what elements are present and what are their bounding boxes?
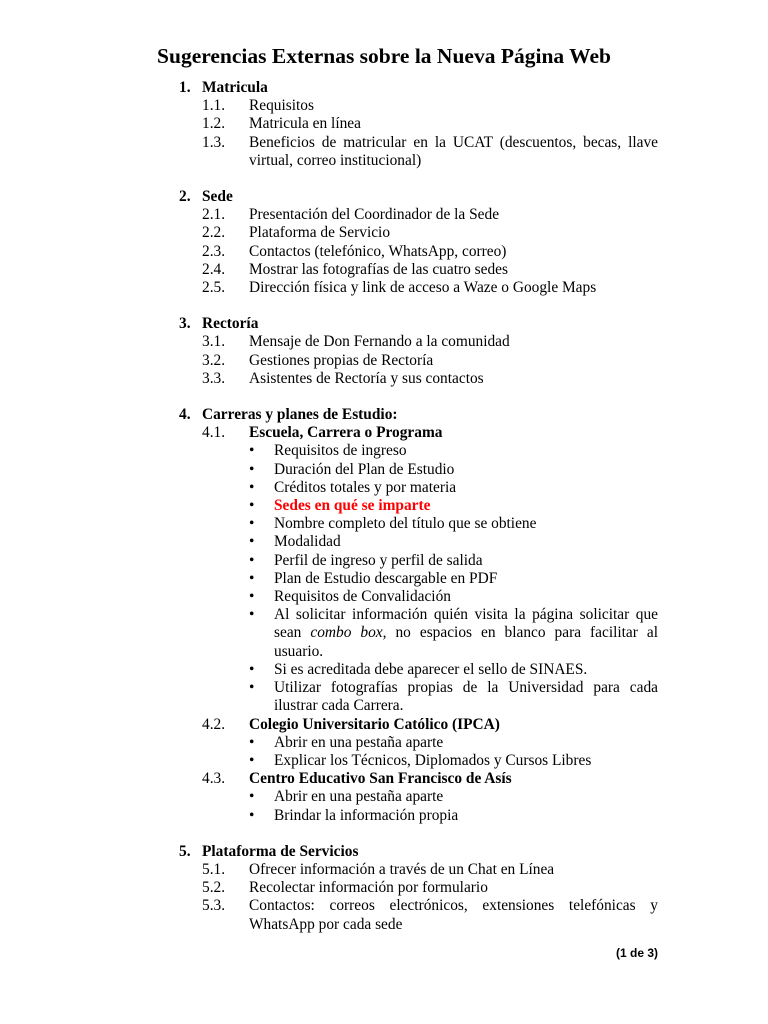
bullet-icon: • — [249, 460, 255, 478]
subsection-item — [0, 370, 768, 388]
bullet-text-part: Al solicitar información quién visita la página solicitar que sean — [274, 606, 658, 642]
section-number: 4. — [179, 406, 191, 424]
subsection-number: 3.2. — [202, 351, 226, 369]
subsection-number: 1.3. — [202, 133, 226, 151]
section-heading — [0, 315, 768, 333]
bullet-text: Abrir en una pestaña aparte — [274, 733, 444, 751]
bullet-text: Utilizar fotografías propias de la Universidad para cada ilustrar cada Carrera. — [274, 679, 658, 715]
subsection-item — [0, 716, 768, 734]
bullet-icon: • — [249, 569, 255, 587]
subsection-text: Asistentes de Rectoría y sus contactos — [249, 369, 484, 387]
bullet-icon: • — [249, 533, 255, 551]
bullet-text: Explicar los Técnicos, Diplomados y Cursos Libres — [274, 751, 592, 769]
subsection-number: 4.3. — [202, 770, 226, 788]
section-plataforma — [0, 843, 768, 934]
section-carreras — [0, 406, 768, 825]
section-label: Rectoría — [202, 315, 259, 333]
subsection-item — [0, 352, 768, 370]
subsection-number: 5.2. — [202, 879, 226, 897]
bullet-icon: • — [249, 497, 255, 515]
subsection-item — [0, 134, 768, 170]
subsection-number: 2.4. — [202, 260, 226, 278]
subsection-text: Colegio Universitario Católico (IPCA) — [249, 715, 500, 733]
bullet-text — [274, 606, 658, 661]
bullet-item — [0, 461, 768, 479]
bullet-icon: • — [249, 606, 255, 624]
bullet-item — [0, 606, 768, 661]
section-heading — [0, 843, 768, 861]
bullet-text-part: no espacios en blanco para facilitar al usuario. — [274, 624, 659, 660]
bullet-item — [0, 661, 768, 679]
section-rectoria — [0, 315, 768, 388]
subsection-item — [0, 206, 768, 224]
section-heading — [0, 406, 768, 424]
subsection-text: Ofrecer información a través de un Chat en Línea — [249, 860, 555, 878]
section-label: Sede — [202, 188, 233, 206]
subsection-number: 1.2. — [202, 115, 226, 133]
bullet-icon: • — [249, 551, 255, 569]
subsection-text: Mostrar las fotografías de las cuatro sedes — [249, 260, 508, 278]
subsection-text: Presentación del Coordinador de la Sede — [249, 206, 500, 224]
bullet-text: Plan de Estudio descargable en PDF — [274, 569, 498, 587]
bullet-icon: • — [249, 588, 255, 606]
subsection-text: Contactos: correos electrónicos, extensiones telefónicas y WhatsApp por cada sede — [249, 897, 658, 933]
bullet-item — [0, 479, 768, 497]
bullet-text: Créditos totales y por materia — [274, 478, 457, 496]
subsection-number: 2.2. — [202, 224, 226, 242]
bullet-item — [0, 515, 768, 533]
bullet-item — [0, 588, 768, 606]
subsection-number: 2.1. — [202, 206, 226, 224]
bullet-item — [0, 752, 768, 770]
subsection-item — [0, 243, 768, 261]
bullet-text: Requisitos de ingreso — [274, 442, 407, 460]
subsection-item — [0, 770, 768, 788]
bullet-item — [0, 497, 768, 515]
bullet-text: Nombre completo del título que se obtiene — [274, 515, 537, 533]
bullet-item — [0, 570, 768, 588]
subsection-item — [0, 261, 768, 279]
bullet-item — [0, 552, 768, 570]
subsection-item — [0, 333, 768, 351]
bullet-text: Duración del Plan de Estudio — [274, 460, 455, 478]
subsection-number: 2.3. — [202, 242, 226, 260]
bullet-icon: • — [249, 806, 255, 824]
subsection-text: Gestiones propias de Rectoría — [249, 351, 434, 369]
subsection-item — [0, 879, 768, 897]
bullet-text: Requisitos de Convalidación — [274, 588, 451, 606]
subsection-text: Escuela, Carrera o Programa — [249, 424, 443, 442]
page-counter: (1 de 3) — [615, 946, 658, 960]
subsection-item — [0, 861, 768, 879]
bullet-item — [0, 679, 768, 715]
subsection-number: 5.3. — [202, 897, 226, 915]
section-matricula — [0, 79, 768, 170]
bullet-text: Perfil de ingreso y perfil de salida — [274, 551, 483, 569]
subsection-item — [0, 224, 768, 242]
subsection-text: Requisitos — [249, 97, 314, 115]
subsection-text: Centro Educativo San Francisco de Asís — [249, 770, 512, 788]
bullet-text-italic: combo box, — [310, 624, 387, 642]
subsection-text: Matricula en línea — [249, 115, 361, 133]
section-heading — [0, 188, 768, 206]
bullet-item — [0, 788, 768, 806]
subsection-text: Contactos (telefónico, WhatsApp, correo) — [249, 242, 507, 260]
section-label: Plataforma de Servicios — [202, 842, 359, 860]
subsection-text: Dirección física y link de acceso a Waze o Google Maps — [249, 279, 597, 297]
bullet-icon: • — [249, 733, 255, 751]
bullet-icon: • — [249, 478, 255, 496]
bullet-text: Modalidad — [274, 533, 341, 551]
bullet-text: Brindar la información propia — [274, 806, 459, 824]
subsection-number: 2.5. — [202, 279, 226, 297]
document-title: Sugerencias Externas sobre la Nueva Página Web — [157, 44, 611, 68]
subsection-text: Beneficios de matricular en la UCAT (descuentos, becas, llave virtual, correo institucional) — [249, 133, 658, 169]
bullet-item — [0, 734, 768, 752]
section-label: Carreras y planes de Estudio: — [202, 406, 398, 424]
subsection-number: 5.1. — [202, 860, 226, 878]
subsection-item — [0, 897, 768, 933]
document-body — [0, 79, 768, 934]
subsection-item — [0, 97, 768, 115]
section-number: 3. — [179, 315, 191, 333]
bullet-icon: • — [249, 751, 255, 769]
subsection-number: 1.1. — [202, 97, 226, 115]
section-number: 2. — [179, 188, 191, 206]
subsection-number: 3.3. — [202, 369, 226, 387]
bullet-text: Si es acreditada debe aparecer el sello de SINAES. — [274, 660, 588, 678]
subsection-item — [0, 115, 768, 133]
bullet-item — [0, 533, 768, 551]
section-sede — [0, 188, 768, 297]
bullet-icon: • — [249, 679, 255, 697]
bullet-icon: • — [249, 660, 255, 678]
section-heading — [0, 79, 768, 97]
subsection-number: 3.1. — [202, 333, 226, 351]
subsection-text: Recolectar información por formulario — [249, 879, 488, 897]
subsection-text: Mensaje de Don Fernando a la comunidad — [249, 333, 510, 351]
subsection-item — [0, 279, 768, 297]
subsection-item — [0, 424, 768, 442]
bullet-text: Abrir en una pestaña aparte — [274, 788, 444, 806]
bullet-icon: • — [249, 788, 255, 806]
section-number: 5. — [179, 842, 191, 860]
bullet-icon: • — [249, 515, 255, 533]
bullet-item — [0, 442, 768, 460]
bullet-icon: • — [249, 442, 255, 460]
bullet-text-highlighted: Sedes en qué se imparte — [274, 497, 431, 515]
section-number: 1. — [179, 79, 191, 96]
subsection-number: 4.1. — [202, 424, 226, 442]
section-label: Matricula — [202, 79, 268, 96]
bullet-item — [0, 807, 768, 825]
subsection-number: 4.2. — [202, 715, 226, 733]
subsection-text: Plataforma de Servicio — [249, 224, 391, 242]
